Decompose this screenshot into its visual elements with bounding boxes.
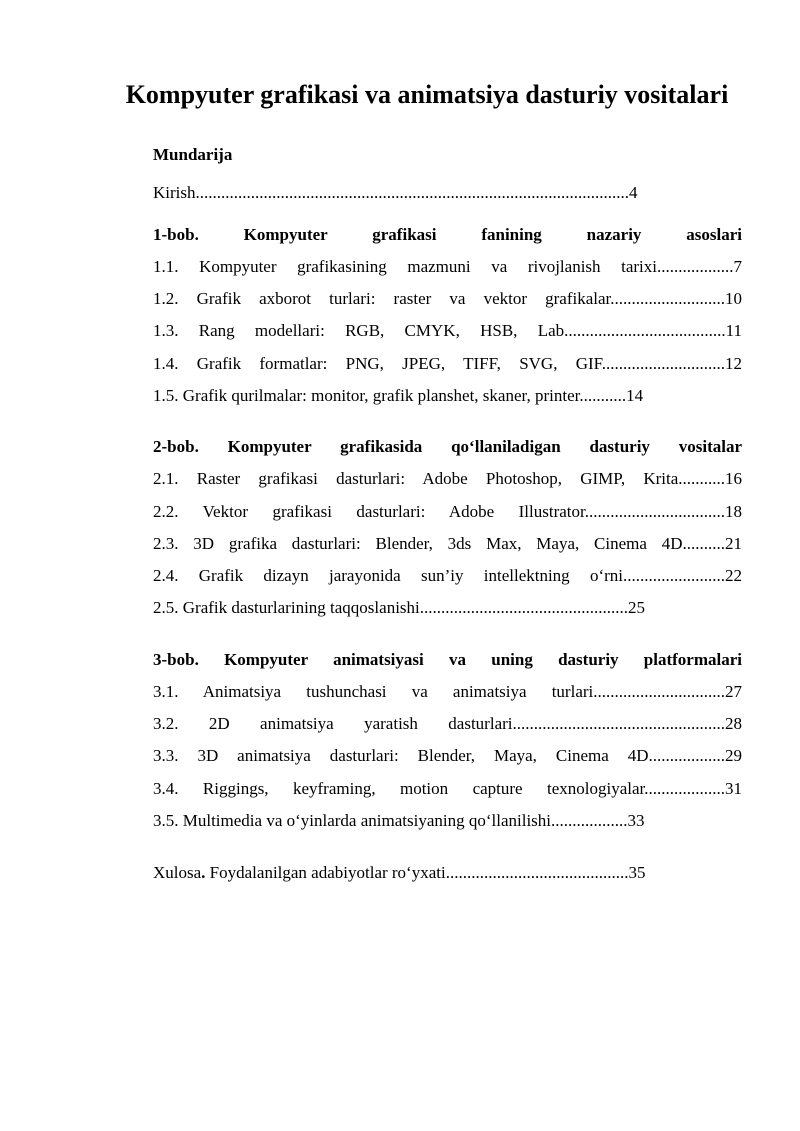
toc-entry-2-5[interactable]: 2.5. Grafik dasturlarining taqqoslanishi.................................................25	[153, 598, 646, 617]
conclusion-dot: .	[201, 863, 206, 882]
conclusion-label: Xulosa	[153, 863, 202, 882]
toc-entry-2-1[interactable]: 2.1. Raster grafikasi dasturlari: Adobe Photoshop, GIMP, Krita...........16	[153, 469, 742, 488]
toc-entry-3-3[interactable]: 3.3. 3D animatsiya dasturlari: Blender, Maya, Cinema 4D..................29	[153, 746, 742, 765]
toc-entry-1-3[interactable]: 1.3. Rang modellari: RGB, CMYK, HSB, Lab......................................11	[153, 321, 742, 340]
conclusion-text: Foydalanilgan adabiyotlar ro‘yxati...........................................35	[205, 863, 646, 882]
document-title: Kompyuter grafikasi va animatsiya dasturiy vositalari	[125, 80, 729, 109]
toc-entry-intro[interactable]: Kirish......................................................................................................4	[153, 183, 638, 202]
toc-entry-2-4[interactable]: 2.4. Grafik dizayn jarayonida sun’iy intellektning o‘rni........................22	[153, 566, 742, 585]
toc-chapter-3[interactable]: 3-bob. Kompyuter animatsiyasi va uning dasturiy platformalari	[153, 650, 742, 669]
toc-chapter-2[interactable]: 2-bob. Kompyuter grafikasida qo‘llaniladigan dasturiy vositalar	[153, 437, 742, 456]
toc-entry-3-5[interactable]: 3.5. Multimedia va o‘yinlarda animatsiyaning qo‘llanilishi..................33	[153, 811, 645, 830]
toc-heading: Mundarija	[153, 145, 233, 164]
toc-entry-conclusion[interactable]	[153, 862, 645, 884]
toc-entry-3-4[interactable]: 3.4. Riggings, keyframing, motion capture texnologiyalar...................31	[153, 779, 742, 798]
toc-entry-1-2[interactable]: 1.2. Grafik axborot turlari: raster va vektor grafikalar...........................10	[153, 289, 742, 308]
toc-entry-1-1[interactable]: 1.1. Kompyuter grafikasining mazmuni va rivojlanish tarixi..................7	[153, 257, 742, 276]
toc-entry-3-1[interactable]: 3.1. Animatsiya tushunchasi va animatsiya turlari...............................27	[153, 682, 742, 701]
toc-entry-2-2[interactable]: 2.2. Vektor grafikasi dasturlari: Adobe Illustrator.................................18	[153, 502, 742, 521]
toc-entry-2-3[interactable]: 2.3. 3D grafika dasturlari: Blender, 3ds Max, Maya, Cinema 4D..........21	[153, 534, 742, 553]
toc-chapter-1[interactable]: 1-bob. Kompyuter grafikasi fanining nazariy asoslari	[153, 225, 742, 244]
toc-entry-3-2[interactable]: 3.2. 2D animatsiya yaratish dasturlari..................................................28	[153, 714, 742, 733]
toc-entry-1-5[interactable]: 1.5. Grafik qurilmalar: monitor, grafik planshet, skaner, printer...........14	[153, 386, 644, 405]
toc-entry-1-4[interactable]: 1.4. Grafik formatlar: PNG, JPEG, TIFF, SVG, GIF.............................12	[153, 354, 742, 373]
